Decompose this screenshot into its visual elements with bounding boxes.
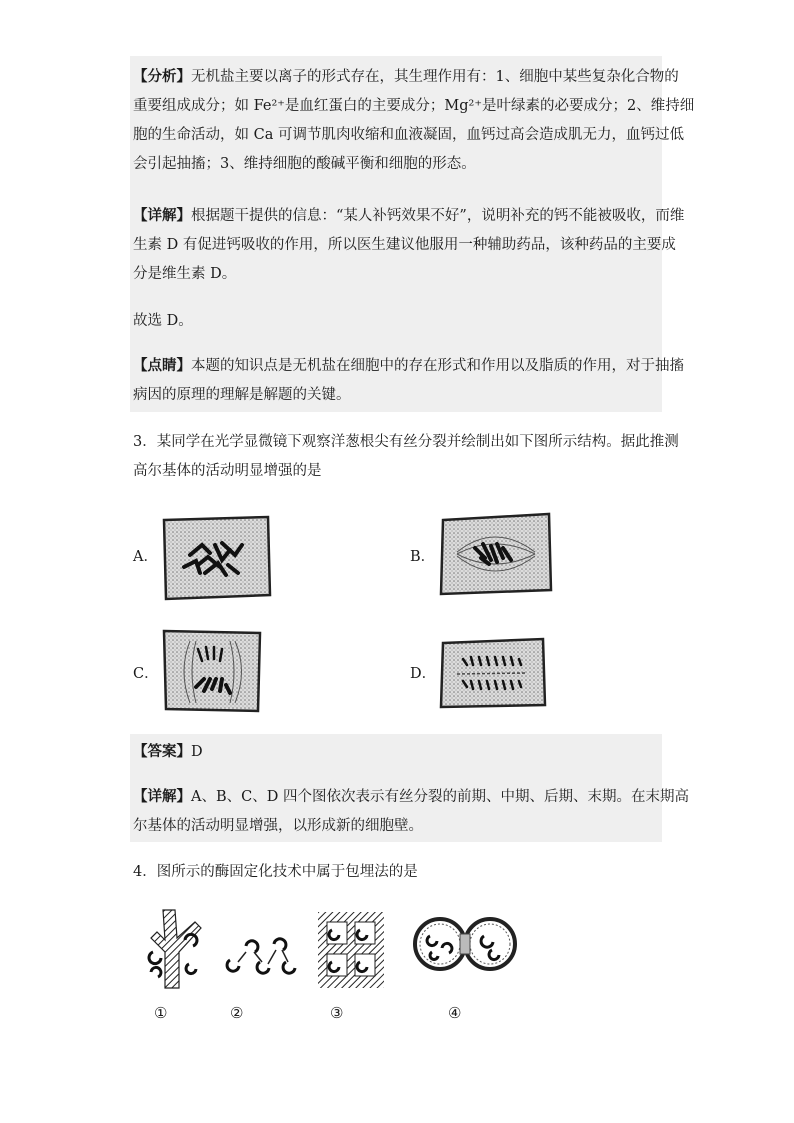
- cell-image-anaphase: [160, 627, 265, 715]
- answer-value: D: [191, 744, 203, 760]
- enzyme-figure-1: [145, 908, 215, 990]
- q3-stem: [133, 428, 679, 486]
- detail-tag: 【详解】: [133, 207, 191, 224]
- enzyme-figure-3: [318, 912, 384, 988]
- cell-image-metaphase: [437, 512, 555, 596]
- analysis-line-2: 重要组成成分；如 Fe²⁺是血红蛋白的主要成分；Mg²⁺是叶绿素的必要成分；2、维持细: [133, 98, 695, 114]
- answer-tag: 【答案】: [133, 743, 191, 760]
- q3-answer: [133, 737, 661, 767]
- q3-detail-tag: 【详解】: [133, 788, 191, 805]
- q2-detail: [133, 201, 685, 289]
- enzyme-label-2: ②: [230, 1004, 244, 1022]
- q4-text: 4．图所示的酶固定化技术中属于包埋法的是: [133, 864, 418, 880]
- option-a-label: A．: [133, 549, 158, 565]
- analysis-line-4: 会引起抽搐；3、维持细胞的酸碱平衡和细胞的形态。: [133, 156, 476, 172]
- enzyme-figure-4: [412, 914, 518, 974]
- q3-detail-line-2: 尔基体的活动明显增强，以形成新的细胞壁。: [133, 818, 423, 834]
- option-d-label: D．: [410, 666, 437, 682]
- option-b-label: B．: [410, 549, 436, 565]
- enzyme-figure-2: [224, 932, 300, 978]
- enzyme-label-4: ④: [448, 1004, 462, 1022]
- comment-tag: 【点睛】: [133, 357, 191, 374]
- option-c-label: C．: [133, 666, 159, 682]
- q2-choice: [133, 307, 661, 336]
- comment-line-2: 病因的原理的理解是解题的关键。: [133, 387, 351, 403]
- analysis-tag: 【分析】: [133, 68, 191, 85]
- q3-line-2: 高尔基体的活动明显增强的是: [133, 463, 322, 479]
- detail-line-3: 分是维生素 D。: [133, 266, 237, 282]
- cell-image-prophase: [160, 515, 273, 601]
- q3-line-1: 3．某同学在光学显微镜下观察洋葱根尖有丝分裂并绘制出如下图所示结构。据此推测: [133, 434, 679, 450]
- analysis-line-1: 无机盐主要以离子的形式存在，其生理作用有：1、细胞中某些复杂化合物的: [191, 69, 679, 85]
- enzyme-label-3: ③: [330, 1004, 344, 1022]
- q2-comment: [133, 351, 684, 410]
- choice-text: 故选 D。: [133, 313, 193, 329]
- q3-detail-line-1: A、B、C、D 四个图依次表示有丝分裂的前期、中期、后期、末期。在末期高: [191, 789, 689, 805]
- analysis-line-3: 胞的生命活动，如 Ca 可调节肌肉收缩和血液凝固，血钙过高会造成肌无力，血钙过低: [133, 127, 684, 143]
- enzyme-label-1: ①: [154, 1004, 168, 1022]
- q2-analysis: [133, 62, 695, 179]
- cell-image-telophase: [437, 635, 549, 711]
- comment-line-1: 本题的知识点是无机盐在细胞中的存在形式和作用以及脂质的作用，对于抽搐: [191, 358, 684, 374]
- q3-detail: [133, 782, 689, 841]
- detail-line-2: 生素 D 有促进钙吸收的作用，所以医生建议他服用一种辅助药品，该种药品的主要成: [133, 237, 676, 253]
- q4-stem: [133, 858, 661, 887]
- detail-line-1: 根据题干提供的信息：“某人补钙效果不好”，说明补充的钙不能被吸收，而维: [191, 208, 685, 224]
